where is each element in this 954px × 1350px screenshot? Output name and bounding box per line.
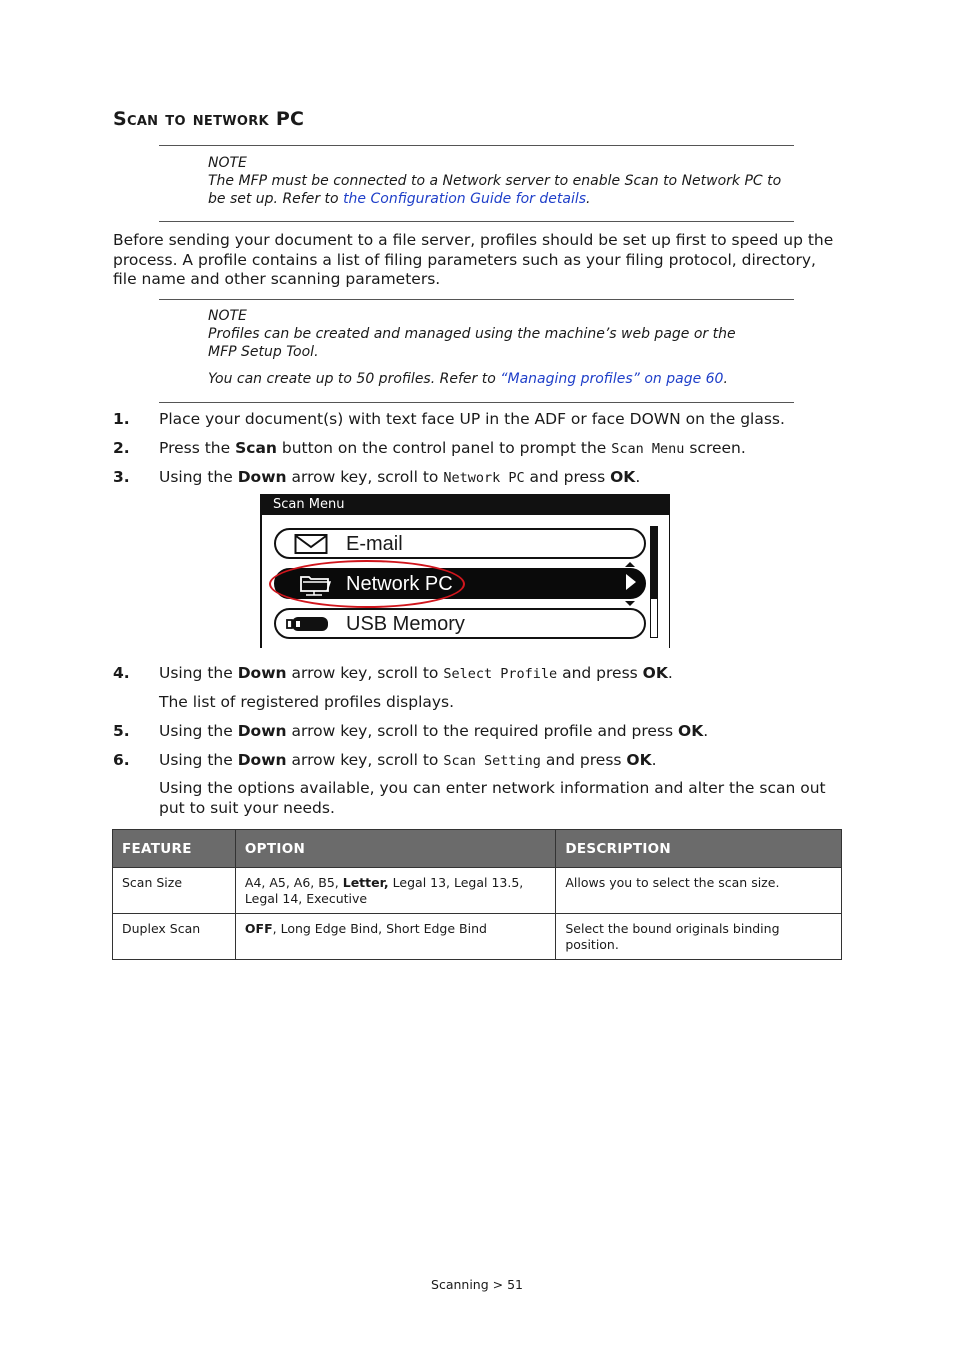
step-number: 5. [113, 722, 130, 740]
step-key-label: Down [237, 751, 287, 769]
table-row [113, 914, 842, 960]
step-menu-name: Scan Menu [611, 441, 685, 457]
step-text-part: and press [540, 751, 627, 769]
option-default: Letter, [342, 875, 389, 890]
note-profiles [208, 307, 788, 388]
step-text-part: arrow key, scroll to the required profile and press [286, 722, 679, 740]
note2-divider-top [159, 299, 794, 300]
scan-settings-table [112, 829, 842, 960]
option-default: OFF [244, 921, 273, 936]
section-heading: Scan to network PC [113, 108, 305, 130]
screen-title-bar: Scan Menu [260, 494, 670, 515]
configuration-guide-link[interactable]: the Configuration Guide for details [343, 191, 587, 207]
cell-option [235, 914, 555, 960]
step-text-part: and press [557, 664, 643, 682]
note2-line2-text: You can create up to 50 profiles. Refer to [208, 371, 501, 387]
note2-line2 [208, 370, 788, 388]
cell-description: Select the bound originals binding position. [556, 914, 842, 960]
option-text: , Long Edge Bind, Short Edge Bind [272, 921, 487, 936]
note-text-end: . [586, 191, 591, 207]
note-label: NOTE [208, 155, 247, 171]
step-text-part: arrow key, scroll to [286, 751, 444, 769]
chevron-right-icon [626, 574, 636, 590]
step-text [159, 664, 673, 685]
table-header-row [113, 830, 842, 868]
step-key-label: Down [237, 664, 287, 682]
menu-item-label: USB Memory [346, 613, 465, 635]
step-text: Place your document(s) with text face UP in the ADF or face DOWN on the glass. [159, 410, 785, 428]
step-number: 2. [113, 439, 130, 457]
table-row [113, 868, 842, 914]
step-text-part: Using the [159, 664, 238, 682]
scroll-down-icon [625, 601, 635, 606]
cell-option [235, 868, 555, 914]
step-number: 6. [113, 751, 130, 769]
note-divider-top [159, 145, 794, 146]
screen-border-right [669, 515, 670, 648]
step-text-part: Press the [159, 439, 236, 457]
step-text-part: . [667, 664, 673, 682]
usb-drive-icon [286, 615, 330, 637]
note-text: The MFP must be connected to a Network server to enable Scan to Network PC to be set up. Refer to [208, 173, 782, 207]
step-text-part: Using the [159, 468, 238, 486]
intro-paragraph: Before sending your document to a file server, profiles should be set up first to speed up the process. A profile contains a list of filing parameters such as your filing protocol, directory, file name and other scanning parameters. [113, 231, 834, 288]
column-header-description: DESCRIPTION [556, 830, 842, 868]
step-menu-name: Network PC [443, 470, 525, 486]
step-text-part: arrow key, scroll to [286, 468, 444, 486]
step-text-part: button on the control panel to prompt the [276, 439, 612, 457]
menu-item-usb-memory[interactable] [274, 608, 646, 639]
step-text [159, 439, 746, 460]
step-key-label: Scan [235, 439, 277, 457]
column-header-feature: FEATURE [113, 830, 236, 868]
step-text-part: screen. [684, 439, 746, 457]
note2-label: NOTE [208, 308, 247, 324]
step-text [159, 468, 640, 489]
highlight-circle [269, 560, 465, 608]
cell-feature: Scan Size [113, 868, 236, 914]
note2-divider-bottom [159, 402, 794, 403]
page-footer: Scanning > 51 [431, 1277, 523, 1292]
column-header-option: OPTION [235, 830, 555, 868]
note2-line2-end: . [723, 371, 728, 387]
menu-item-label: Network PC [346, 573, 453, 595]
step-text [159, 722, 708, 742]
step-number: 4. [113, 664, 130, 682]
step-key-label: OK [610, 468, 636, 486]
step-4-result: The list of registered profiles displays. [159, 693, 455, 711]
step-key-label: Down [237, 722, 287, 740]
step-key-label: OK [678, 722, 704, 740]
cell-feature: Duplex Scan [113, 914, 236, 960]
scrollbar-thumb[interactable] [651, 527, 657, 599]
managing-profiles-link[interactable]: “Managing profiles” on page 60 [500, 371, 724, 387]
step-text-part: arrow key, scroll to [286, 664, 444, 682]
step-text-part: and press [524, 468, 611, 486]
menu-item-email[interactable] [274, 528, 646, 559]
step-text-part: . [703, 722, 709, 740]
step-key-label: Down [237, 468, 287, 486]
step-key-label: OK [626, 751, 652, 769]
note-divider-bottom [159, 221, 794, 222]
step-text-part: Using the [159, 751, 238, 769]
step-text-part: . [651, 751, 657, 769]
option-text: A4, A5, A6, B5, [244, 875, 343, 890]
note-configuration [208, 154, 788, 208]
scan-menu-screen [260, 494, 670, 648]
scroll-up-icon [625, 562, 635, 567]
step-number: 3. [113, 468, 130, 486]
step-text-part: Using the [159, 722, 238, 740]
step-menu-name: Select Profile [443, 666, 558, 682]
step-6-detail: Using the options available, you can enter network information and alter the scan out put to suit your needs. [159, 779, 826, 817]
step-menu-name: Scan Setting [443, 753, 541, 769]
step-number: 1. [113, 410, 130, 428]
step-text-part: . [635, 468, 641, 486]
note2-line1: Profiles can be created and managed using the machine’s web page or the MFP Setup Tool. [208, 326, 736, 360]
screen-border-left [260, 515, 262, 648]
cell-description: Allows you to select the scan size. [556, 868, 842, 914]
option-text: Legal 13, Legal 13.5, Legal 14, Executive [244, 875, 524, 906]
envelope-icon [294, 533, 328, 559]
step-key-label: OK [642, 664, 668, 682]
menu-item-label: E-mail [346, 533, 403, 555]
step-text [159, 751, 657, 772]
